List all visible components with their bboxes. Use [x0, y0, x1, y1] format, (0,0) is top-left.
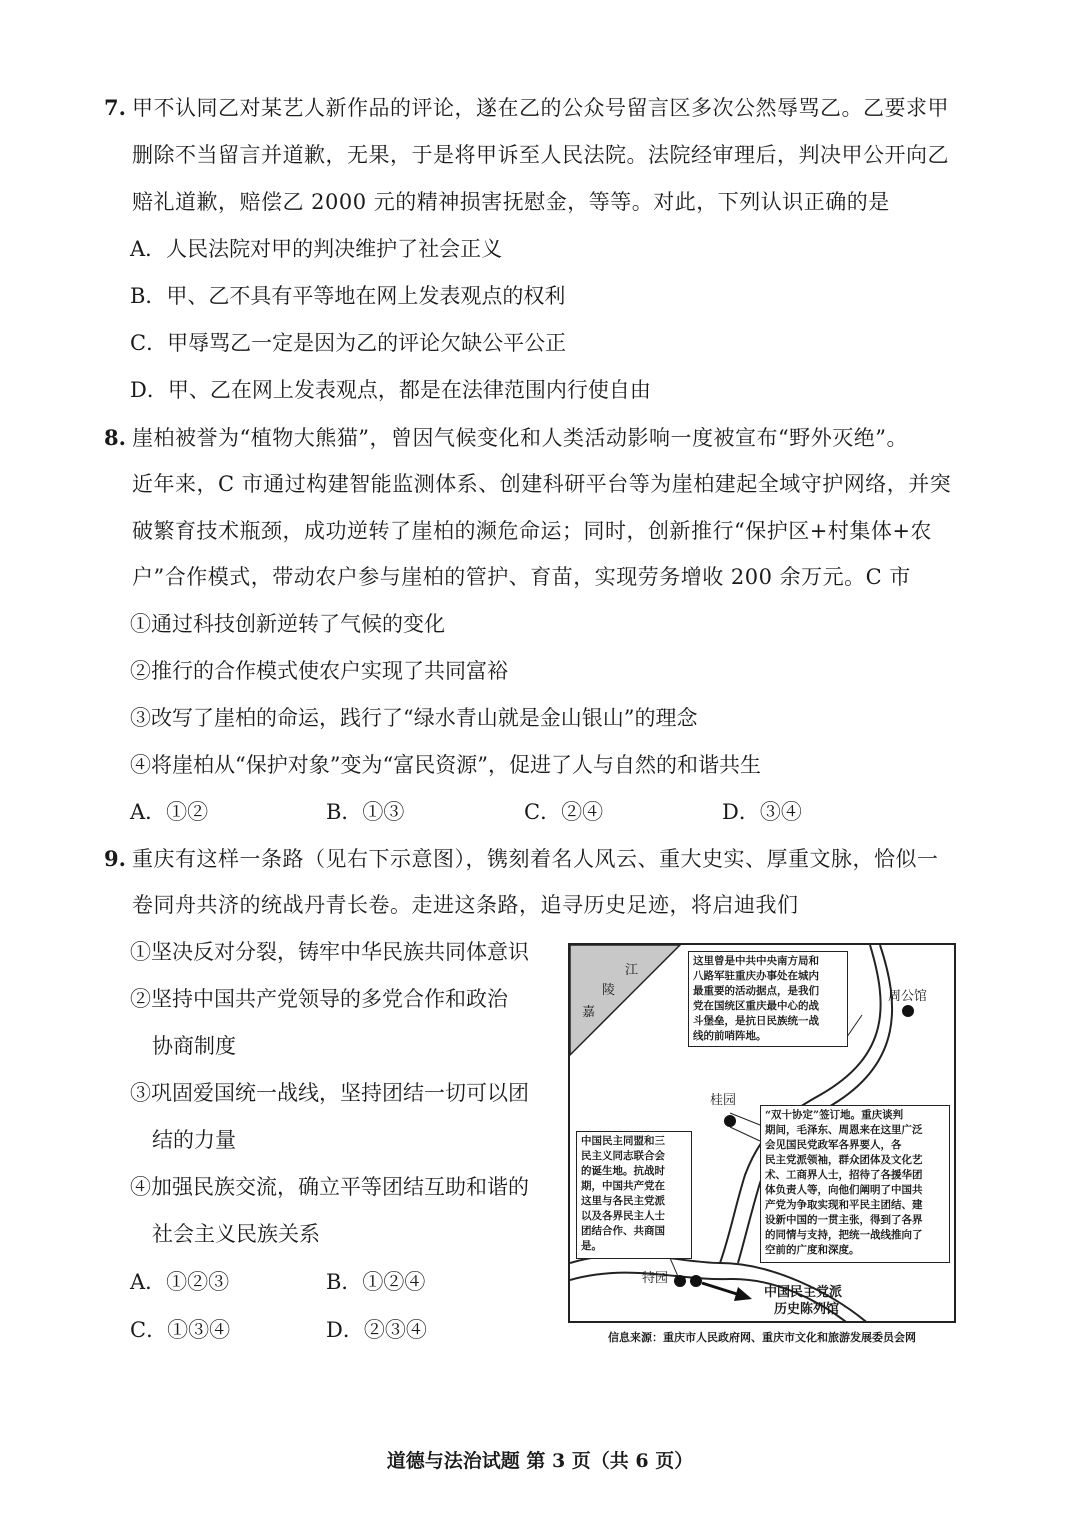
q8-option-a: A．①② [130, 800, 209, 824]
museum-arrow-head [734, 1287, 752, 1301]
q9-statement-2-cont: 协商制度 [152, 1034, 236, 1058]
q7-option-a: A．人民法院对甲的判决维护了社会正义 [130, 237, 503, 261]
callout-teyuan-line: 这里与各民主党派 [581, 1195, 665, 1207]
river-char-3: 嘉 [582, 1005, 596, 1020]
label-museum-line-2: 历史陈列馆 [774, 1302, 840, 1317]
q8-option-b: B．①③ [326, 800, 405, 824]
callout-guiyuan-line: 体负责人等，向他们阐明了中国共 [765, 1184, 923, 1196]
callout-zhougongguan-line: 这里曾是中共中央南方局和 [693, 955, 819, 967]
map-source-note: 信息来源：重庆市人民政府网、重庆市文化和旅游发展委员会网 [608, 1331, 916, 1344]
q8-stem-line-3: 破繁育技术瓶颈，成功逆转了崖柏的濒危命运；同时，创新推行“保护区+村集体+农 [132, 519, 932, 543]
museum-arrow-shaft [702, 1283, 740, 1295]
q7-option-c: C．甲辱骂乙一定是因为乙的评论欠缺公平公正 [130, 331, 567, 355]
callout-zhougongguan-line: 斗堡垒，是抗日民族统一战 [693, 1015, 819, 1027]
river-char-1: 江 [625, 963, 639, 978]
callout-zhougongguan-line: 党在国统区重庆最中心的战 [693, 1000, 819, 1012]
q9-option-b: B．①②④ [326, 1270, 426, 1294]
q7-number: 7. [104, 95, 126, 120]
callout-guiyuan-line: 会见国民党政军各界要人，各 [765, 1139, 902, 1151]
q7-stem-line-1: 甲不认同乙对某艺人新作品的评论，遂在乙的公众号留言区多次公然辱骂乙。乙要求甲 [132, 96, 949, 120]
river-char-2: 陵 [602, 983, 616, 998]
label-guiyuan: 桂园 [710, 1093, 737, 1108]
q8-stem-line-4: 户”合作模式，带动农户参与崖柏的管护、育苗，实现劳务增收 200 余万元。C 市 [132, 565, 911, 589]
q9-statement-4: ④加强民族交流，确立平等团结互助和谐的 [130, 1175, 529, 1199]
museum-dot [690, 1275, 702, 1287]
callout-zhougongguan-line: 八路军驻重庆办事处在城内 [693, 970, 819, 982]
callout-teyuan-line: 中国民主同盟和三 [581, 1135, 665, 1147]
callout-guiyuan [760, 1105, 950, 1263]
callout-zhougongguan-line: 最重要的活动据点，是我们 [693, 985, 819, 997]
q9-option-c: C．①③④ [130, 1318, 231, 1342]
callout-teyuan-line: 团结合作、共商国 [581, 1225, 665, 1237]
callout-teyuan-line: 期，中国共产党在 [581, 1180, 665, 1192]
road-map-diagram [568, 943, 956, 1323]
callout-zhougongguan-line: 线的前哨阵地。 [693, 1030, 767, 1042]
callout-guiyuan-line: 产党为争取实现和平民主团结、建 [765, 1199, 923, 1211]
q8-statement-1: ①通过科技创新逆转了气候的变化 [130, 612, 445, 636]
label-museum-line-1: 中国民主党派 [764, 1285, 843, 1300]
q9-option-a: A．①②③ [130, 1270, 230, 1294]
q8-number: 8. [104, 425, 126, 450]
q9-statement-3: ③巩固爱国统一战线，坚持团结一切可以团 [130, 1081, 529, 1105]
q9-statement-1: ①坚决反对分裂，铸牢中华民族共同体意识 [130, 940, 529, 964]
label-zhougongguan: 周公馆 [888, 989, 928, 1004]
label-teyuan: 特园 [642, 1271, 669, 1286]
q8-stem-line-1: 崖柏被誉为“植物大熊猫”，曾因气候变化和人类活动影响一度被宣布“野外灭绝”。 [132, 426, 908, 450]
q8-option-d: D．③④ [722, 800, 802, 824]
callout-guiyuan-line: 术、工商界人士，招待了各援华团 [765, 1169, 923, 1181]
zhougongguan-dot [902, 1005, 914, 1017]
q9-number: 9. [104, 846, 126, 871]
callout-teyuan-line: 民主义同志联合会 [581, 1150, 665, 1162]
river-area [570, 945, 680, 1055]
q8-statement-3: ③改写了崖柏的命运，践行了“绿水青山就是金山银山”的理念 [130, 706, 698, 730]
q8-statement-4: ④将崖柏从“保护对象”变为“富民资源”，促进了人与自然的和谐共生 [130, 753, 761, 777]
q8-option-c: C．②④ [524, 800, 604, 824]
q8-stem-line-2: 近年来，C 市通过构建智能监测体系、创建科研平台等为崖柏建起全域守护网络，并突 [132, 472, 952, 496]
callout-zhougongguan [688, 951, 848, 1047]
callout-guiyuan-line: 民主党派领袖，群众团体及文化艺 [765, 1154, 923, 1166]
q7-option-d: D．甲、乙在网上发表观点，都是在法律范围内行使自由 [130, 378, 651, 402]
callout-guiyuan-line: 的同情与支持，把统一战线推向了 [765, 1229, 923, 1241]
q9-stem-line-1: 重庆有这样一条路（见右下示意图），镌刻着名人风云、重大史实、厚重文脉，恰似一 [132, 847, 939, 871]
pointer-guiyuan-2 [730, 1127, 760, 1141]
callout-teyuan [576, 1131, 692, 1259]
q9-option-d: D．②③④ [326, 1318, 427, 1342]
q7-stem-line-3: 赔礼道歉，赔偿乙 2000 元的精神损害抚慰金，等等。对此，下列认识正确的是 [132, 190, 890, 214]
guiyuan-dot [724, 1115, 736, 1127]
callout-guiyuan-line: “双十协定”签订地。重庆谈判 [765, 1109, 904, 1121]
callout-teyuan-line: 以及各界民主人士 [581, 1210, 665, 1222]
callout-teyuan-line: 的诞生地。抗战时 [581, 1165, 665, 1177]
q8-statement-2: ②推行的合作模式使农户实现了共同富裕 [130, 659, 508, 683]
q9-statement-2: ②坚持中国共产党领导的多党合作和政治 [130, 987, 508, 1011]
q9-stem-line-2: 卷同舟共济的统战丹青长卷。走进这条路，追寻历史足迹，将启迪我们 [132, 893, 799, 917]
page-footer: 道德与法治试题 第 3 页（共 6 页） [386, 1450, 694, 1472]
callout-teyuan-line: 是。 [581, 1240, 602, 1252]
teyuan-dot [674, 1275, 686, 1287]
callout-guiyuan-line: 期间，毛泽东、周恩来在这里广泛 [765, 1124, 923, 1136]
q9-statement-4-cont: 社会主义民族关系 [152, 1222, 320, 1246]
callout-guiyuan-line: 空前的广度和深度。 [765, 1244, 860, 1256]
q9-statement-3-cont: 结的力量 [152, 1128, 236, 1152]
q7-option-b: B．甲、乙不具有平等地在网上发表观点的权利 [130, 284, 566, 308]
callout-guiyuan-line: 设新中国的一贯主张，得到了各界 [765, 1214, 923, 1226]
q7-stem-line-2: 删除不当留言并道歉，无果，于是将甲诉至人民法院。法院经审理后，判决甲公开向乙 [132, 143, 949, 167]
